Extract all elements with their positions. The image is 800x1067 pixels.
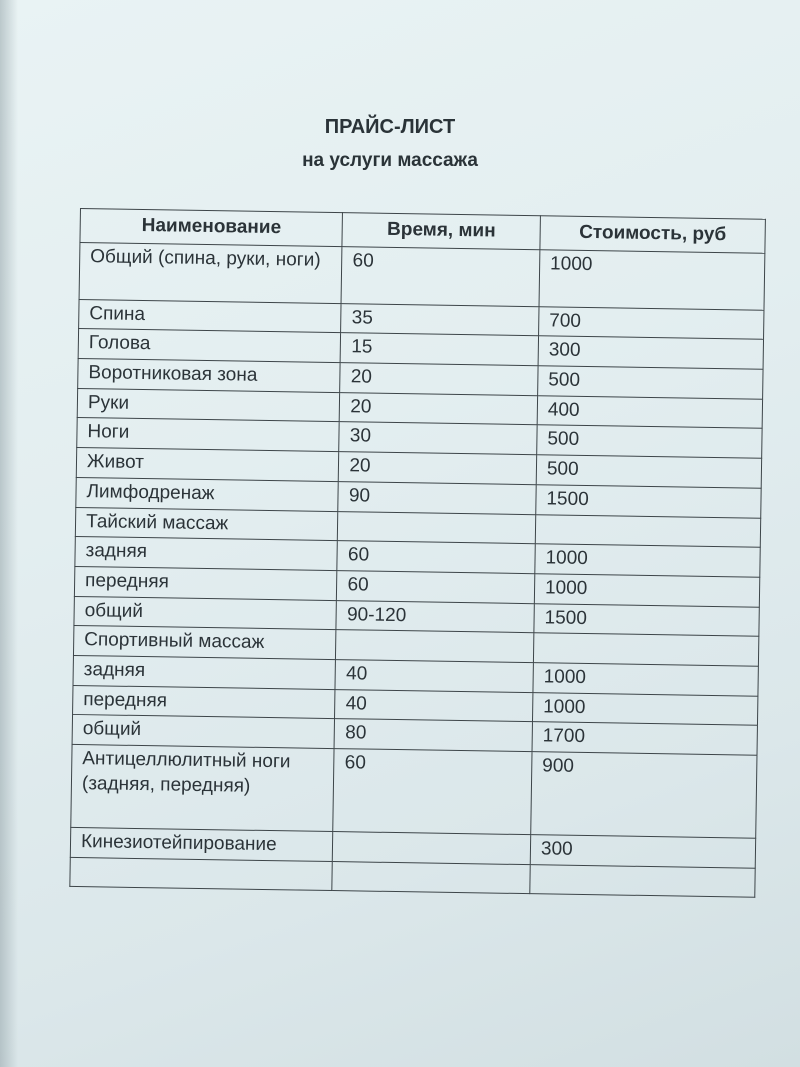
row-price: 1000	[534, 574, 759, 607]
row-price: 900	[531, 752, 757, 839]
row-name: задняя	[75, 537, 338, 571]
row-price	[533, 633, 758, 666]
row-time: 30	[339, 422, 537, 455]
row-name: Тайский массаж	[75, 507, 338, 541]
row-time: 60	[337, 570, 535, 603]
row-time: 60	[341, 246, 539, 306]
row-time: 35	[341, 303, 539, 336]
row-name	[70, 857, 333, 890]
row-name: общий	[74, 596, 337, 630]
row-time: 20	[339, 452, 537, 485]
row-price: 1000	[539, 249, 765, 310]
header-time: Время, мин	[342, 213, 540, 250]
row-name: Лимфодренаж	[76, 477, 339, 511]
row-time: 40	[335, 660, 533, 693]
row-name: передняя	[73, 685, 336, 719]
row-name: Спортивный массаж	[73, 626, 336, 660]
row-name: Общий (спина, руки, ноги)	[79, 242, 342, 303]
row-time: 90-120	[336, 600, 534, 633]
row-name: Ноги	[77, 418, 340, 452]
table-row	[79, 242, 765, 310]
row-name: Воротниковая зона	[78, 359, 341, 393]
row-time: 60	[337, 541, 535, 574]
row-name: Голова	[78, 329, 341, 363]
row-price: 500	[538, 366, 763, 399]
row-price: 500	[537, 425, 762, 458]
row-time: 20	[340, 363, 538, 396]
header-price: Стоимость, руб	[540, 216, 766, 253]
row-name: Руки	[77, 388, 340, 422]
row-price: 1500	[536, 485, 761, 518]
row-price: 700	[539, 306, 764, 339]
page-title: ПРАЙС-ЛИСТ	[324, 116, 456, 138]
row-time: 80	[334, 719, 532, 752]
row-time: 60	[333, 749, 532, 835]
row-price: 1500	[534, 603, 759, 636]
row-name: Антицеллюлитный ноги (задняя, передняя)	[71, 744, 335, 831]
row-time: 40	[335, 689, 533, 722]
row-time	[338, 511, 536, 544]
row-price: 1700	[532, 722, 757, 755]
row-name: общий	[72, 715, 335, 749]
row-price: 400	[537, 395, 762, 428]
row-name: задняя	[73, 655, 336, 689]
row-price: 500	[536, 455, 761, 488]
row-time: 90	[338, 481, 536, 514]
row-price	[535, 514, 760, 547]
row-price: 300	[538, 336, 763, 369]
row-price: 1000	[535, 544, 760, 577]
row-price: 1000	[533, 663, 758, 696]
price-table	[69, 208, 766, 897]
header-name: Наименование	[80, 209, 343, 247]
row-price	[530, 864, 755, 897]
table-row	[71, 744, 757, 838]
row-price: 300	[530, 835, 755, 868]
row-time	[336, 630, 534, 663]
row-name: Живот	[76, 448, 339, 482]
page-subtitle: на услуги массажа	[302, 150, 478, 171]
row-name: Спина	[79, 299, 342, 333]
row-name: Кинезиотейпирование	[70, 827, 333, 861]
row-time: 20	[340, 392, 538, 425]
row-time	[332, 861, 530, 893]
row-time: 15	[341, 333, 539, 366]
row-price: 1000	[532, 692, 757, 725]
row-name: передняя	[74, 566, 337, 600]
row-time	[333, 832, 531, 865]
